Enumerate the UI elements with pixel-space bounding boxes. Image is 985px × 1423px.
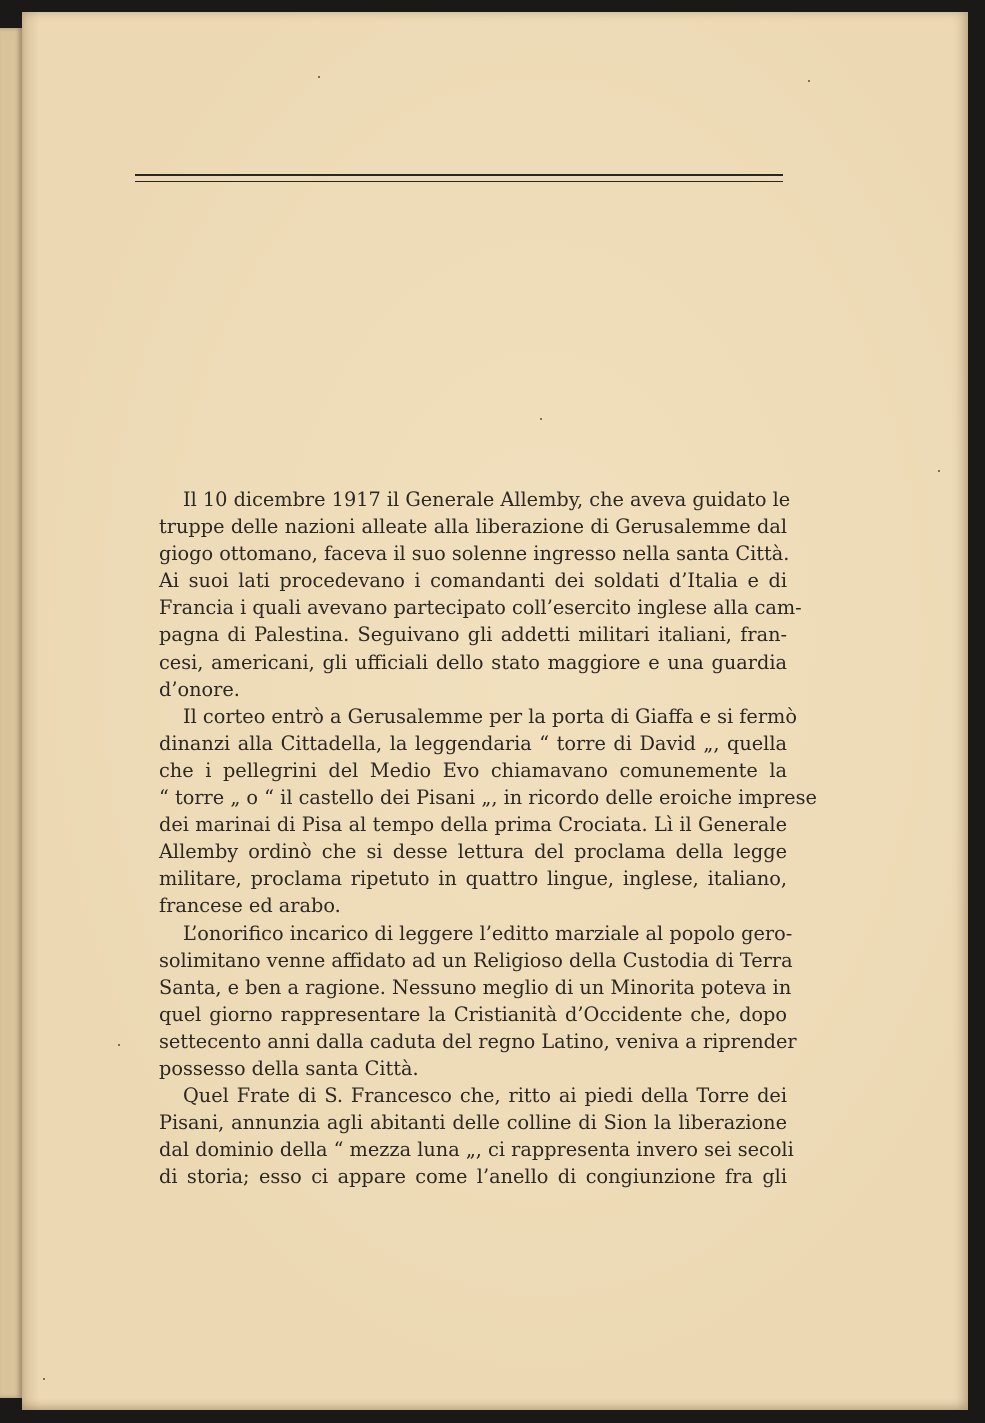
paragraph-4 <box>135 1082 794 1190</box>
text-line: Francia i quali avevano partecipato coll’esercito inglese alla cam- <box>159 596 802 620</box>
text-line: Quel Frate di S. Francesco che, ritto ai piedi della Torre dei <box>183 1084 787 1108</box>
text-line: Santa, e ben a ragione. Nessuno meglio di un Minorita poteva in <box>159 975 792 999</box>
text-line: militare, proclama ripetuto in quattro lingue, inglese, italiano, <box>159 867 787 891</box>
paper-speck <box>318 76 320 78</box>
paper-speck <box>118 1044 120 1046</box>
text-line: pagna di Palestina. Seguivano gli addetti militari italiani, fran- <box>159 623 787 647</box>
paragraph-2 <box>135 703 817 920</box>
text-line: di storia; esso ci appare come l’anello di congiunzione fra gli <box>159 1165 787 1189</box>
text-line: Il corteo entrò a Gerusalemme per la porta di Giaffa e si fermò <box>183 704 797 728</box>
adjacent-page-edge <box>0 28 22 1398</box>
body-text <box>135 486 817 1190</box>
paragraph-1 <box>135 486 802 703</box>
header-double-rule <box>135 174 783 182</box>
text-line: Pisani, annunzia agli abitanti delle colline di Sion la liberazione <box>159 1111 787 1135</box>
text-line: francese ed arabo. <box>159 894 341 918</box>
text-line: dei marinai di Pisa al tempo della prima Crociata. Lì il Generale <box>159 813 787 837</box>
text-line: solimitano venne affidato ad un Religioso della Custodia di Terra <box>159 948 793 972</box>
paper-speck <box>540 418 542 420</box>
text-line: dal dominio della “ mezza luna „, ci rappresenta invero sei secoli <box>159 1138 794 1162</box>
text-line: Ai suoi lati procedevano i comandanti dei soldati d’Italia e di <box>159 569 787 593</box>
text-line: Allemby ordinò che si desse lettura del proclama della legge <box>159 840 787 864</box>
text-line: possesso della santa Città. <box>159 1056 419 1080</box>
paragraph-3 <box>135 920 797 1083</box>
text-line: giogo ottomano, faceva il suo solenne ingresso nella santa Città. <box>159 542 790 566</box>
text-line: cesi, americani, gli ufficiali dello stato maggiore e una guardia <box>159 650 787 674</box>
text-line: truppe delle nazioni alleate alla liberazione di Gerusalemme dal <box>159 515 787 539</box>
text-line: “ torre „ o “ il castello dei Pisani „, in ricordo delle eroiche imprese <box>159 786 817 810</box>
text-line: Il 10 dicembre 1917 il Generale Allemby, che aveva guidato le <box>183 488 791 511</box>
paper-speck <box>938 470 940 472</box>
text-line: L’onorifico incarico di leggere l’editto marziale al popolo gero- <box>183 921 793 945</box>
paper-speck <box>808 80 810 82</box>
text-line: dinanzi alla Cittadella, la leggendaria “ torre di David „, quella <box>159 731 787 755</box>
text-line: settecento anni dalla caduta del regno Latino, veniva a riprender <box>159 1029 797 1053</box>
paper-speck <box>43 1378 45 1380</box>
text-line: quel giorno rappresentare la Cristianità d’Occidente che, dopo <box>159 1002 787 1026</box>
text-line: d’onore. <box>159 677 240 701</box>
text-line: che i pellegrini del Medio Evo chiamavano comunemente la <box>159 758 787 782</box>
